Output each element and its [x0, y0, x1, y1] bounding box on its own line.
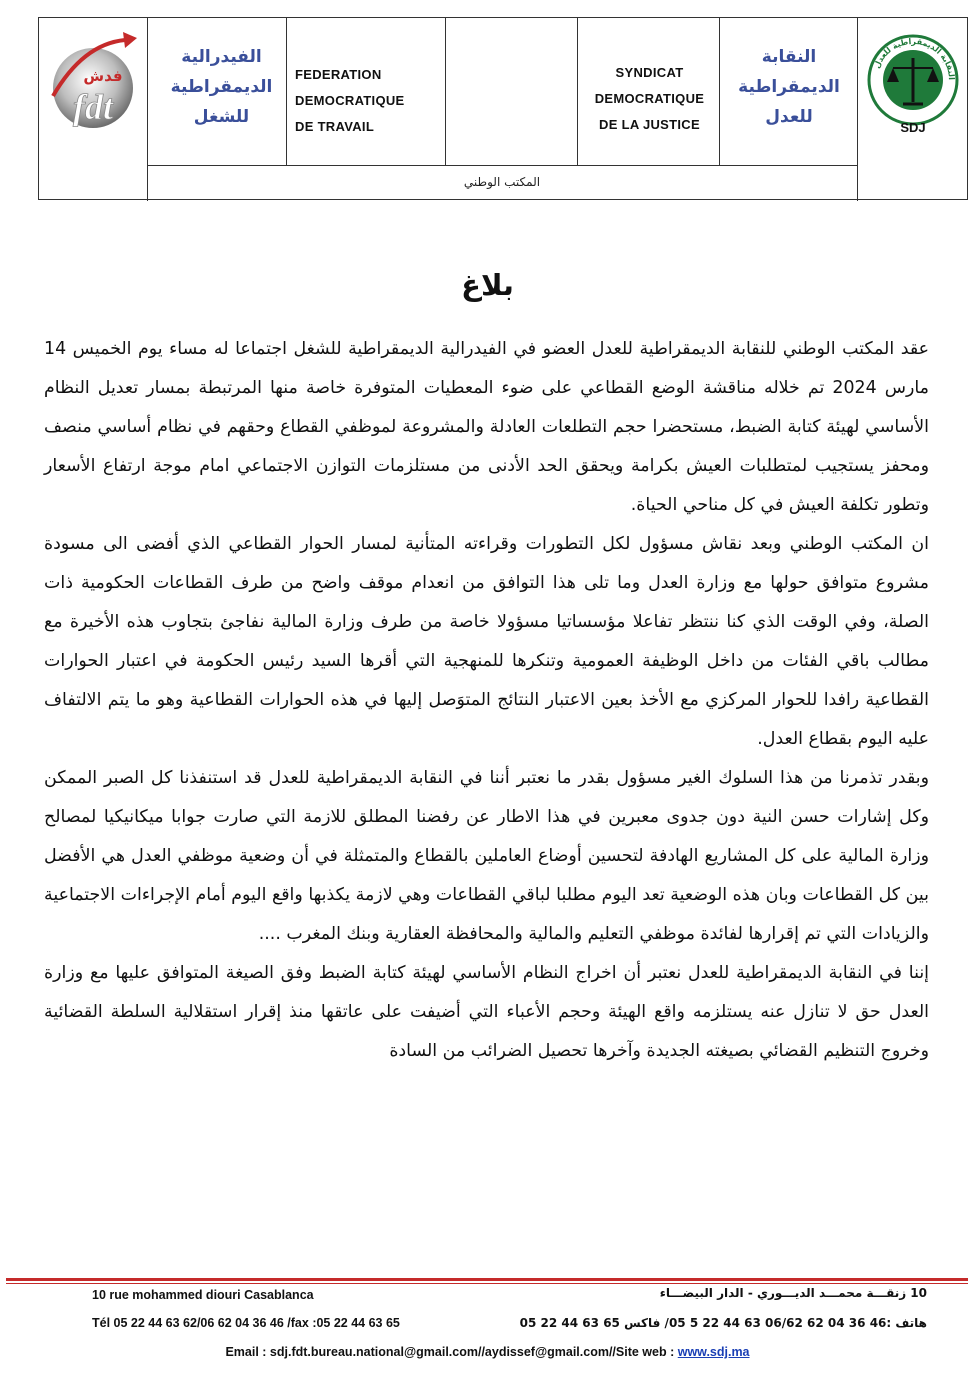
contact-line [0, 1345, 975, 1359]
syndicat-name-ar: النقابة الديمقراطية للعدل [738, 47, 840, 127]
paragraph: ان المكتب الوطني وبعد نقاش مسؤول لكل التطورات وقراءته المتأنية لمسار الحوار القطاعي الذي أفضى الى مسودة مشروع متوافق حولها مع وزارة العدل وما تلى هذا التوافق من انعدام موقف واضح من طرف القطاعات الحكومية ذات الصلة، وفي الوقت الذي كنا ننتظر تفاعلا مؤسساتيا مسؤولا خاصة من طرف وزارة المالية نفاجئ بتجاوب هذه الأخيرة مع مطالب باقي الفئات من داخل الوظيفة العمومية وتنكرها للمنهجية التي أقرها السيد رئيس الحكومة في اعتبار الحوارات القطاعية رافدا للحوار المركزي مع الأخذ بعين الاعتبار النتائج المتوَصل إليها في هذه الحوارات القطاعية وهو ما يتم الالتفاف عليه اليوم بقطاع العدل. [44, 534, 929, 749]
email-text: Email : sdj.fdt.bureau.national@gmail.com//aydissef@gmail.com//Site web : [225, 1345, 678, 1359]
divider [719, 18, 720, 165]
address-fr: 10 rue mohammed diouri Casablanca [92, 1288, 314, 1302]
sdj-logo [863, 24, 963, 136]
phone-fr: Tél 05 22 44 63 62/06 62 04 36 46 /fax :05 22 44 63 65 [92, 1316, 400, 1330]
svg-text:SDJ: SDJ [900, 120, 926, 135]
paragraph: إننا في النقابة الديمقراطية للعدل نعتبر أن اخراج النظام الأساسي لهيئة كتابة الضبط وفق الصيغة المتوافق عليها مع وزارة العدل حق لا تنازل عنه يستلزمه واقع الهيئة وحجم الأعباء التي أضيفت على عاتقها منذ إقرار استقلالية السلطة القضائية وخروج التنظيم القضائي بصيغته الجديدة وآخرها تحصيل الضرائب من السادة [44, 963, 929, 1061]
federation-name-fr: FEDERATION DEMOCRATIQUE DE TRAVAIL [295, 67, 405, 134]
divider [147, 18, 148, 165]
national-bureau-label: المكتب الوطني [463, 175, 541, 189]
footer-rule [6, 1278, 968, 1281]
svg-text:النقابة الديمقراطية للعدل: النقابة الديمقراطية للعدل [872, 36, 957, 81]
page-title: بلاغ [461, 268, 514, 302]
svg-text:فدش: فدش [83, 67, 123, 85]
footer-rule [6, 1283, 968, 1284]
fdt-logo [43, 26, 143, 136]
syndicat-name-fr: SYNDICAT DEMOCRATIQUE DE LA JUSTICE [594, 65, 705, 132]
divider [286, 18, 287, 165]
address-ar: 10 زنقـــة محمـــد الديـــوري - الدار البيضـــاء [659, 1286, 927, 1300]
website-link[interactable]: www.sdj.ma [677, 1345, 750, 1359]
divider [577, 18, 578, 165]
paragraph: عقد المكتب الوطني للنقابة الديمقراطية للعدل العضو في الفيدرالية الديمقراطية للشغل اجتماعا له مساء يوم الخميس 14 مارس 2024 تم خلاله مناقشة الوضع القطاعي على ضوء المعطيات المتوفرة خاصة منها المرتبطة بمسار تعديل النظام الأساسي لهيئة كتابة الضبط، مستحضرا حجم التطلعات العادلة والمشروعة لموظفي القطاع وحقهم في نظام أساسي منصف ومحفز يستجيب لمتطلبات العيش بكرامة ويحقق الحد الأدنى من مستلزمات التوازن الاجتماعي امام موجة ارتفاع الأسعار وتطور تكلفة العيش في كل مناحي الحياة. [44, 339, 929, 515]
svg-text:fdt: fdt [73, 87, 113, 127]
divider [445, 18, 446, 165]
statement-body [44, 330, 929, 1071]
federation-name-ar: الفيدرالية الديمقراطية للشغل [170, 47, 273, 127]
divider [857, 18, 858, 201]
paragraph: وبقدر تذمرنا من هذا السلوك الغير مسؤول بقدر ما نعتبر أننا في النقابة الديمقراطية للعدل قد استنفذنا كل الصبر الممكن وكل إشارات حسن النية دون جدوى معبرين في هذا الاطار عن رفضنا المطلق للازمة التي صارت جوابا ميكانيكيا لمصالح وزارة المالية على كل المشاريع الهادفة لتحسين أوضاع العاملين بالقطاع والمتمثلة في أن وضعية موظفي العدل هي الأفضل بين كل القطاعات وبان هذه الوضعية تعد اليوم مطلبا لباقي القطاعات وهي لازمة يكذبها واقع اليوم أمام الإجراءات الاجتماعية والزيادات التي تم إقرارها لفائدة موظفي التعليم والمالية والمحافظة العقارية وبنك المغرب .... [44, 768, 929, 944]
letterhead [38, 17, 968, 200]
phone-ar: هاتف :46 36 04 62 06/62 63 44 22 5 05/ فاكس 65 63 44 22 05 [519, 1316, 927, 1330]
